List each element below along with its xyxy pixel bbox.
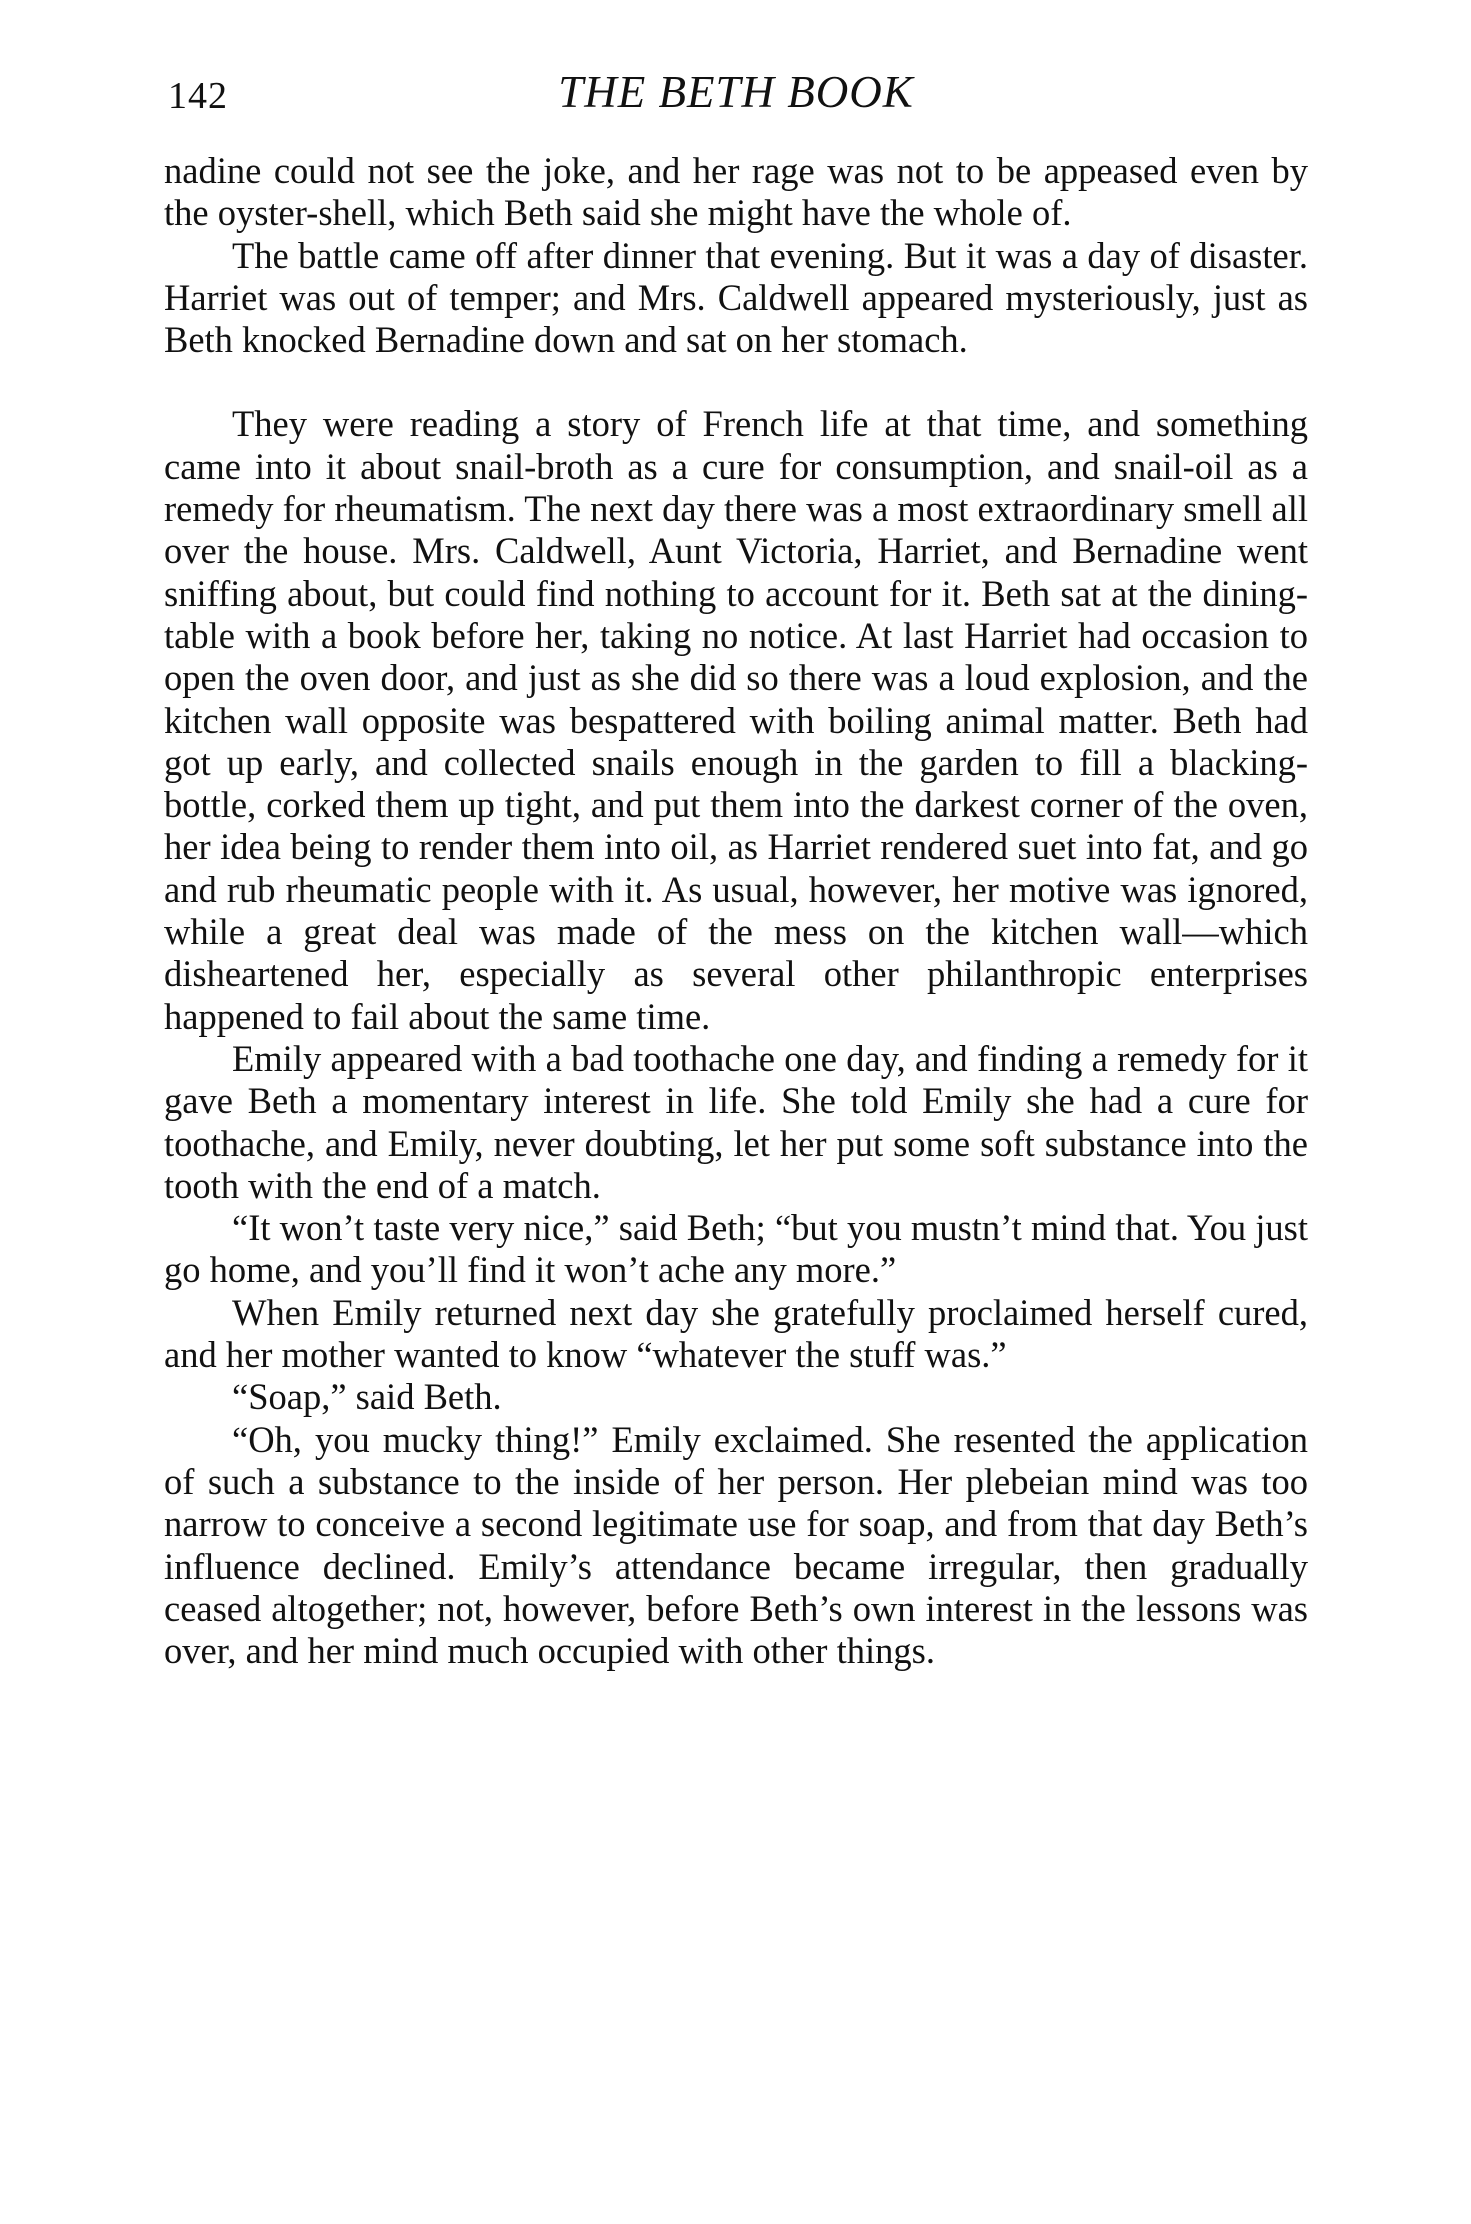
running-title: THE BETH BOOK <box>558 67 914 117</box>
paragraph: “It won’t taste very nice,” said Beth; “but you mustn’t mind that. You just go home, and you’ll find it won’t ache any more.” <box>164 1207 1308 1291</box>
page-body <box>164 150 1308 1672</box>
paragraph: They were reading a story of French life at that time, and something came into it about snail-broth as a cure for consumption, and snail-oil as a remedy for rheumatism. The next day there was a most extraordinary smell all over the house. Mrs. Caldwell, Aunt Victoria, Harriet, and Bernadine went sniffing about, but could find nothing to account for it. Beth sat at the dining-table with a book before her, taking no notice. At last Harriet had occasion to open the oven door, and just as she did so there was a loud explosion, and the kitchen wall opposite was bespattered with boiling animal matter. Beth had got up early, and collected snails enough in the garden to fill a blacking-bottle, corked them up tight, and put them into the darkest corner of the oven, her idea being to render them into oil, as Harriet rendered suet into fat, and go and rub rheumatic people with it. As usual, however, her motive was ignored, while a great deal was made of the mess on the kitchen wall—which disheartened her, especially as several other philanthropic enterprises happened to fail about the same time. <box>164 403 1308 1037</box>
paragraph: “Oh, you mucky thing!” Emily exclaimed. She resented the application of such a substance to the inside of her person. Her plebeian mind was too narrow to conceive a second legitimate use for soap, and from that day Beth’s influence declined. Emily’s attendance became irregular, then gradually ceased altogether; not, however, before Beth’s own interest in the lessons was over, and her mind much occupied with other things. <box>164 1418 1308 1672</box>
paragraph: “Soap,” said Beth. <box>232 1376 502 1418</box>
paragraph: Emily appeared with a bad toothache one day, and finding a remedy for it gave Beth a momentary interest in life. She told Emily she had a cure for toothache, and Emily, never doubting, let her put some soft substance into the tooth with the end of a match. <box>164 1037 1308 1206</box>
page-header <box>168 66 1304 126</box>
page-number: 142 <box>168 75 228 117</box>
paragraph: The battle came off after dinner that evening. But it was a day of disaster. Harriet was out of temper; and Mrs. Caldwell appeared mysteriously, just as Beth knocked Bernadine down and sat on her stomach. <box>164 234 1308 361</box>
paragraph: When Emily returned next day she gratefully proclaimed herself cured, and her mother wanted to know “whatever the stuff was.” <box>164 1291 1308 1376</box>
paragraph-continued: nadine could not see the joke, and her rage was not to be appeased even by the oyster-shell, which Beth said she might have the whole of. <box>164 150 1308 234</box>
